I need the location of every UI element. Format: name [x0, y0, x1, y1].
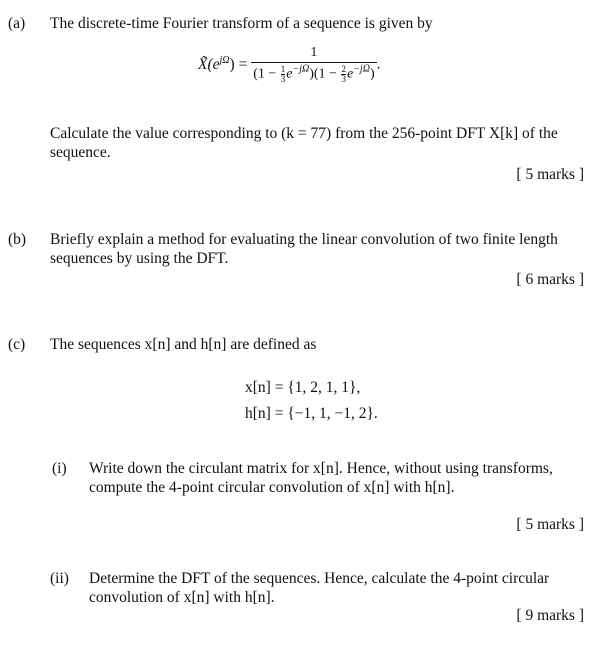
part-c-i-label: (i)	[52, 460, 67, 477]
eq-den-sup: −jΩ	[353, 63, 370, 75]
part-b-label: (b)	[8, 231, 27, 248]
eq-den-part: (1 −	[253, 66, 277, 82]
eq-den-part: )	[369, 66, 375, 82]
part-a-marks: [ 5 marks ]	[516, 166, 584, 183]
part-a-intro: The discrete-time Fourier transform of a sequence is given by	[50, 15, 433, 32]
frac-den: 3	[280, 74, 286, 84]
part-c-ii-question: Determine the DFT of the sequences. Hence, calculate the 4-point circular convolution of x[n] with h[n].	[89, 570, 550, 606]
eq-frac-one-third	[281, 65, 286, 84]
part-c-i-marks: [ 5 marks ]	[516, 516, 584, 533]
part-b-question: Briefly explain a method for evaluating the linear convolution of two finite length sequences by using the DFT.	[50, 231, 558, 267]
sequence-h: h[n] = {−1, 1, −1, 2}.	[245, 405, 378, 422]
part-c-label: (c)	[8, 336, 26, 353]
part-b-marks: [ 6 marks ]	[516, 271, 584, 288]
eq-den-part: e	[346, 66, 354, 82]
sequence-x: x[n] = {1, 2, 1, 1},	[245, 379, 361, 396]
eq-frac-two-thirds	[341, 65, 346, 84]
eq-den-part: e	[286, 66, 293, 82]
part-c-ii-marks: [ 9 marks ]	[516, 607, 584, 624]
eq-period: .	[376, 55, 381, 73]
eq-fraction	[251, 44, 376, 84]
eq-den-sup: −jΩ	[292, 63, 310, 75]
eq-den-part: )(1 −	[309, 66, 337, 82]
part-c-intro: The sequences x[n] and h[n] are defined as	[50, 336, 317, 353]
eq-lhs-close: ) =	[229, 55, 248, 73]
eq-denominator	[251, 62, 376, 84]
part-a-label: (a)	[8, 15, 26, 32]
part-a-question: Calculate the value corresponding to (k = 77) from the 256-point DFT X[k] of the sequence.	[50, 125, 558, 161]
eq-lhs: X̃(e	[198, 55, 220, 73]
eq-numerator: 1	[310, 45, 318, 60]
part-c-ii-label: (ii)	[50, 570, 69, 587]
part-c-i-question: Write down the circulant matrix for x[n]. Hence, without using transforms, compute the 4-point circular convolution of x[n] with h[n].	[89, 460, 553, 496]
eq-lhs-sup: jΩ	[219, 54, 230, 66]
frac-den: 3	[341, 74, 346, 84]
frac-num: 2	[341, 64, 346, 74]
dtft-equation	[198, 44, 381, 84]
frac-num: 1	[280, 64, 286, 74]
